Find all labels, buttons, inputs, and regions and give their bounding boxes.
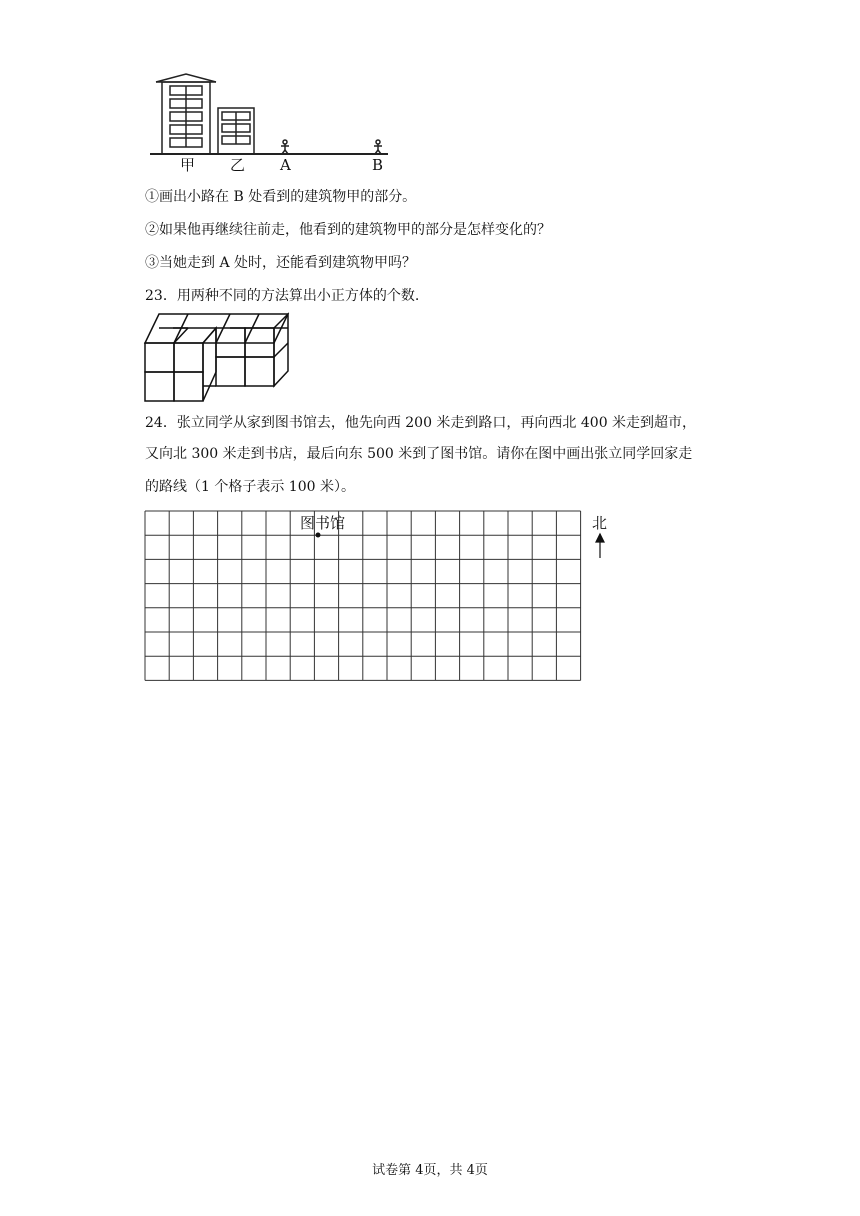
page-footer: 试卷第 4页，共 4页 xyxy=(372,1163,488,1178)
label-yi: 乙 xyxy=(230,156,246,174)
north-arrow-icon xyxy=(596,534,604,558)
cubes-figure xyxy=(140,310,300,406)
buildings-figure xyxy=(140,70,400,174)
q22-item-2: ②如果他再继续往前走，他看到的建筑物甲的部分是怎样变化的？ xyxy=(145,222,551,238)
q22-item-1: ①画出小路在 B 处看到的建筑物甲的部分。 xyxy=(145,189,417,205)
label-jia: 甲 xyxy=(180,156,196,174)
q24-line-1: 24．张立同学从家到图书馆去，他先向西 200 米走到路口，再向西北 400 米走到超市， xyxy=(145,415,697,431)
label-b: B xyxy=(372,156,384,174)
route-grid xyxy=(140,506,620,686)
q24-line-2: 又向北 300 米走到书店，最后向东 500 米到了图书馆。请你在图中画出张立同学回家走 xyxy=(145,446,693,462)
label-a: A xyxy=(280,156,291,174)
library-label: 图书馆 xyxy=(300,514,346,532)
q22-item-3: ③当她走到 A 处时，还能看到建筑物甲吗？ xyxy=(145,255,417,271)
library-point xyxy=(316,533,321,538)
q23-question: 23．用两种不同的方法算出小正方体的个数. xyxy=(145,288,420,304)
north-label: 北 xyxy=(592,514,608,532)
q24-line-3: 的路线（1 个格子表示 100 米）。 xyxy=(145,479,355,495)
